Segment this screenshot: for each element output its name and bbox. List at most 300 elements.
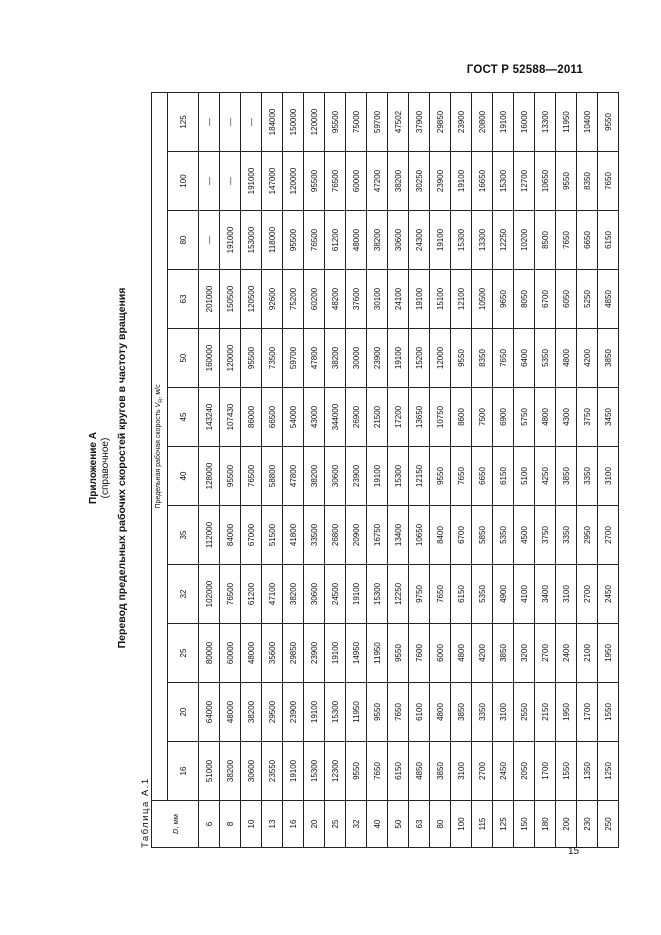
rpm-cell: —	[220, 92, 241, 151]
rpm-cell: 5100	[514, 447, 535, 506]
diameter-unit: , мм	[170, 814, 180, 829]
diameter-cell: 50	[388, 801, 409, 848]
table-row	[367, 92, 388, 847]
rpm-cell: 75200	[283, 270, 304, 329]
rpm-cell: 60000	[346, 152, 367, 211]
rpm-cell: 7500	[472, 388, 493, 447]
speed-column-header: 40	[168, 447, 199, 506]
rpm-cell: —	[220, 152, 241, 211]
table-row	[535, 92, 556, 847]
table-row	[577, 92, 598, 847]
rpm-cell: 1700	[535, 742, 556, 801]
diameter-cell: 6	[199, 801, 220, 848]
table-row	[451, 92, 472, 847]
rpm-cell: 3100	[556, 565, 577, 624]
rpm-cell: 73500	[262, 329, 283, 388]
rpm-cell: 37600	[346, 270, 367, 329]
rpm-cell: —	[199, 92, 220, 151]
rpm-cell: 10200	[514, 211, 535, 270]
diameter-cell: 125	[493, 801, 514, 848]
appendix-subtitle: (справочное)	[100, 437, 111, 499]
rpm-cell: 61200	[241, 565, 262, 624]
rpm-cell: 2700	[577, 565, 598, 624]
rpm-cell: 4800	[430, 683, 451, 742]
rpm-cell: 344000	[325, 388, 346, 447]
rpm-cell: —	[241, 92, 262, 151]
rpm-cell: 3200	[514, 624, 535, 683]
table-row	[598, 92, 619, 847]
rpm-cell: 6000	[430, 624, 451, 683]
rpm-cell: 4800	[556, 329, 577, 388]
diameter-cell: 32	[346, 801, 367, 848]
rpm-cell: 24500	[325, 565, 346, 624]
rpm-cell: 184000	[262, 92, 283, 151]
rpm-cell: 59700	[283, 329, 304, 388]
speed-column-header: 125	[168, 92, 199, 151]
page-number: 15	[568, 846, 580, 857]
appendix-heading	[88, 88, 112, 848]
speed-column-header: 16	[168, 742, 199, 801]
diameter-var: D	[170, 828, 180, 834]
rpm-cell: 8500	[535, 211, 556, 270]
rpm-cell: 95500	[220, 447, 241, 506]
rpm-cell: 29500	[262, 683, 283, 742]
rpm-cell: 15100	[430, 270, 451, 329]
rpm-cell: 2950	[577, 506, 598, 565]
rpm-cell: 3350	[577, 447, 598, 506]
rpm-cell: 95500	[304, 152, 325, 211]
rpm-cell: —	[199, 211, 220, 270]
rpm-cell: 2700	[472, 742, 493, 801]
rpm-cell: 54000	[283, 388, 304, 447]
rpm-cell: 8050	[514, 270, 535, 329]
rpm-cell: 2400	[556, 624, 577, 683]
rpm-cell: 6700	[535, 270, 556, 329]
rpm-cell: 120000	[304, 92, 325, 151]
rpm-cell: 13400	[388, 506, 409, 565]
rpm-cell: 30600	[325, 447, 346, 506]
rpm-cell: 10650	[409, 506, 430, 565]
table-header-row-2	[168, 92, 199, 847]
rpm-cell: 3400	[535, 565, 556, 624]
table-row	[304, 92, 325, 847]
rpm-cell: 41800	[283, 506, 304, 565]
speed-column-header: 35	[168, 506, 199, 565]
rpm-cell: 66500	[262, 388, 283, 447]
rpm-cell: 17200	[388, 388, 409, 447]
rpm-cell: 6900	[493, 388, 514, 447]
table-row	[556, 92, 577, 847]
rpm-cell: 6700	[451, 506, 472, 565]
rpm-cell: 4300	[556, 388, 577, 447]
rpm-cell: 3750	[577, 388, 598, 447]
speed-column-header: 80	[168, 211, 199, 270]
rpm-cell: 5250	[577, 270, 598, 329]
rpm-cell: 67000	[241, 506, 262, 565]
rpm-cell: 15300	[325, 683, 346, 742]
speed-column-header: 32	[168, 565, 199, 624]
rpm-cell: 7650	[493, 329, 514, 388]
standard-number: ГОСТ Р 52588—2011	[466, 64, 583, 76]
rpm-cell: 4850	[598, 270, 619, 329]
rpm-cell: 95500	[241, 329, 262, 388]
rpm-cell: 19100	[430, 211, 451, 270]
rpm-cell: 15300	[367, 565, 388, 624]
rpm-cell: 9550	[598, 92, 619, 151]
rpm-cell: 9550	[451, 329, 472, 388]
rpm-cell: 23900	[430, 152, 451, 211]
rpm-cell: 24300	[409, 211, 430, 270]
rpm-cell: 10400	[577, 92, 598, 151]
rpm-cell: 3450	[598, 388, 619, 447]
table-row	[325, 92, 346, 847]
rpm-cell: 2100	[577, 624, 598, 683]
rpm-cell: 2700	[598, 506, 619, 565]
rpm-cell: 76500	[325, 152, 346, 211]
rpm-cell: 48200	[325, 270, 346, 329]
diameter-cell: 13	[262, 801, 283, 848]
rpm-cell: 38200	[241, 683, 262, 742]
rpm-cell: 3850	[556, 447, 577, 506]
table-row	[514, 92, 535, 847]
rpm-cell: 3350	[472, 683, 493, 742]
rpm-cell: 15200	[409, 329, 430, 388]
table-row	[409, 92, 430, 847]
table-row	[493, 92, 514, 847]
rpm-cell: 9550	[388, 624, 409, 683]
rpm-cell: 4900	[493, 565, 514, 624]
rpm-cell: 19100	[409, 270, 430, 329]
rpm-cell: 84000	[220, 506, 241, 565]
rpm-cell: 1950	[556, 683, 577, 742]
rpm-cell: 92600	[262, 270, 283, 329]
rpm-cell: 5350	[493, 506, 514, 565]
rpm-cell: 7650	[430, 565, 451, 624]
rpm-cell: 5350	[472, 565, 493, 624]
rpm-cell: 19100	[367, 447, 388, 506]
table-row	[283, 92, 304, 847]
rpm-cell: 15300	[493, 152, 514, 211]
rpm-cell: 11950	[346, 683, 367, 742]
rpm-cell: 107430	[220, 388, 241, 447]
rpm-cell: 5750	[514, 388, 535, 447]
speed-column-header: 100	[168, 152, 199, 211]
rpm-cell: 14950	[346, 624, 367, 683]
rpm-cell: 102000	[199, 565, 220, 624]
rpm-cell: 61200	[325, 211, 346, 270]
rpm-cell: 6100	[409, 683, 430, 742]
rpm-cell: 147000	[262, 152, 283, 211]
diameter-cell: 180	[535, 801, 556, 848]
rpm-cell: 2450	[598, 565, 619, 624]
rpm-cell: 12000	[430, 329, 451, 388]
rpm-cell: 33500	[304, 506, 325, 565]
rpm-cell: 191000	[241, 152, 262, 211]
rpm-cell: 95500	[325, 92, 346, 151]
rpm-cell: 38200	[304, 447, 325, 506]
rpm-cell: 8600	[451, 388, 472, 447]
table-header-row-1	[152, 92, 168, 847]
speed-header-var: V	[154, 402, 162, 408]
rpm-cell: 12300	[325, 742, 346, 801]
diameter-cell: 250	[598, 801, 619, 848]
rpm-cell: 4800	[535, 388, 556, 447]
diameter-cell: 100	[451, 801, 472, 848]
rpm-cell: 12250	[493, 211, 514, 270]
table-row	[472, 92, 493, 847]
rpm-cell: 3850	[598, 329, 619, 388]
rpm-cell: 29850	[283, 624, 304, 683]
rpm-cell: 201000	[199, 270, 220, 329]
rpm-cell: 24100	[388, 270, 409, 329]
speed-column-header: 20	[168, 683, 199, 742]
rpm-cell: 13300	[472, 211, 493, 270]
rpm-cell: 12700	[514, 152, 535, 211]
rpm-cell: 30600	[304, 565, 325, 624]
rpm-cell: 19100	[493, 92, 514, 151]
rpm-cell: 1700	[577, 683, 598, 742]
rpm-cell: 6650	[472, 447, 493, 506]
rpm-cell: 12250	[388, 565, 409, 624]
rpm-cell: 3100	[598, 447, 619, 506]
rpm-cell: 23900	[283, 683, 304, 742]
diameter-cell: 115	[472, 801, 493, 848]
rpm-cell: 59700	[367, 92, 388, 151]
speed-column-header: 50	[168, 329, 199, 388]
rpm-cell: 7650	[451, 447, 472, 506]
rpm-cell: 150500	[220, 270, 241, 329]
rpm-cell: 6150	[388, 742, 409, 801]
rpm-cell: 1350	[577, 742, 598, 801]
rpm-cell: 23900	[346, 447, 367, 506]
rpm-cell: 38200	[283, 565, 304, 624]
rpm-cell: 112000	[199, 506, 220, 565]
rpm-cell: 4200	[577, 329, 598, 388]
rpm-cell: 76500	[241, 447, 262, 506]
rpm-cell: 120000	[283, 152, 304, 211]
rpm-cell: 23900	[451, 92, 472, 151]
rpm-cell: 4850	[409, 742, 430, 801]
rpm-cell: 5350	[535, 329, 556, 388]
rpm-cell: 3350	[556, 506, 577, 565]
rpm-cell: 6650	[577, 211, 598, 270]
rpm-cell: 30600	[241, 742, 262, 801]
rpm-cell: 128000	[199, 447, 220, 506]
rpm-cell: 10750	[430, 388, 451, 447]
rpm-cell: 11950	[367, 624, 388, 683]
rpm-cell: 15300	[304, 742, 325, 801]
rpm-cell: 16000	[514, 92, 535, 151]
rpm-cell: 75000	[346, 92, 367, 151]
rpm-cell: 1950	[598, 624, 619, 683]
appendix-title: Приложение А	[88, 432, 99, 504]
diameter-cell: 10	[241, 801, 262, 848]
rpm-cell: 12150	[409, 447, 430, 506]
rpm-cell: 4200	[472, 624, 493, 683]
rpm-cell: 16750	[367, 506, 388, 565]
rpm-cell: 7600	[409, 624, 430, 683]
speed-column-header: 45	[168, 388, 199, 447]
table-title: Перевод предельных рабочих скоростей кругов в частоту вращения	[116, 287, 128, 649]
rpm-cell: 19100	[388, 329, 409, 388]
diameter-cell: 8	[220, 801, 241, 848]
table-row	[241, 92, 262, 847]
rpm-cell: 118000	[262, 211, 283, 270]
rpm-cell: 23900	[367, 329, 388, 388]
rpm-cell: 38200	[367, 211, 388, 270]
rpm-cell: 9650	[493, 270, 514, 329]
speed-column-header: 25	[168, 624, 199, 683]
rpm-cell: 35600	[262, 624, 283, 683]
rpm-cell: 23900	[304, 624, 325, 683]
rpm-cell: 37900	[409, 92, 430, 151]
rpm-cell: 64000	[199, 683, 220, 742]
rpm-cell: 2450	[493, 742, 514, 801]
speed-header-prefix: Предельная рабочая скорость	[154, 407, 162, 509]
rpm-cell: 5850	[472, 506, 493, 565]
rpm-cell: 2150	[535, 683, 556, 742]
table-row	[346, 92, 367, 847]
rpm-cell: 19100	[283, 742, 304, 801]
rpm-cell: 9550	[430, 447, 451, 506]
rpm-cell: 60200	[304, 270, 325, 329]
rpm-cell: 30600	[388, 211, 409, 270]
rpm-cell: 48000	[346, 211, 367, 270]
rpm-cell: 38200	[388, 152, 409, 211]
rpm-cell: 48000	[241, 624, 262, 683]
rpm-cell: 47502	[388, 92, 409, 151]
rpm-cell: 19100	[346, 565, 367, 624]
rpm-cell: 6150	[493, 447, 514, 506]
rpm-cell: 4500	[514, 506, 535, 565]
rpm-cell: 4100	[514, 565, 535, 624]
speed-header-sub: R	[158, 398, 165, 403]
table-row	[388, 92, 409, 847]
rpm-cell: 10650	[535, 152, 556, 211]
rpm-cell: 19100	[451, 152, 472, 211]
rpm-cell: 3850	[451, 683, 472, 742]
rpm-cell: 15300	[388, 447, 409, 506]
rpm-cell: 30100	[367, 270, 388, 329]
rpm-cell: 1550	[556, 742, 577, 801]
rpm-cell: 43000	[304, 388, 325, 447]
rpm-cell: 9550	[367, 683, 388, 742]
diameter-cell: 200	[556, 801, 577, 848]
rpm-cell: 86000	[241, 388, 262, 447]
rpm-cell: 76500	[220, 565, 241, 624]
rpm-cell: 26800	[325, 506, 346, 565]
rpm-cell: 120000	[220, 329, 241, 388]
rpm-cell: 10500	[472, 270, 493, 329]
table-row	[220, 92, 241, 847]
diameter-cell: 230	[577, 801, 598, 848]
rpm-cell: 15300	[451, 211, 472, 270]
rpm-cell: 38200	[325, 329, 346, 388]
rpm-cell: 20900	[346, 506, 367, 565]
rpm-cell: 11950	[556, 92, 577, 151]
rpm-cell: 120500	[241, 270, 262, 329]
rpm-cell: 191000	[220, 211, 241, 270]
rpm-cell: 7650	[388, 683, 409, 742]
rpm-cell: 9750	[409, 565, 430, 624]
speed-group-header	[152, 92, 168, 800]
rpm-cell: 3850	[430, 742, 451, 801]
rpm-cell: 1550	[598, 683, 619, 742]
speed-column-header: 63	[168, 270, 199, 329]
rpm-cell: 20800	[472, 92, 493, 151]
rpm-cell: 4800	[451, 624, 472, 683]
rpm-cell: 47200	[367, 152, 388, 211]
rpm-cell: 23550	[262, 742, 283, 801]
table-row	[430, 92, 451, 847]
rpm-cell: 150000	[283, 92, 304, 151]
rpm-cell: 3100	[493, 683, 514, 742]
rpm-cell: 47800	[304, 329, 325, 388]
rpm-cell: 47100	[262, 565, 283, 624]
rpm-cell: 3100	[451, 742, 472, 801]
rpm-cell: 2700	[535, 624, 556, 683]
rpm-cell: 12100	[451, 270, 472, 329]
rpm-cell: 76500	[304, 211, 325, 270]
rpm-cell: 8350	[577, 152, 598, 211]
rpm-cell: 7650	[556, 211, 577, 270]
rpm-cell: 3750	[535, 506, 556, 565]
rpm-cell: 8350	[472, 329, 493, 388]
rpm-cell: 8400	[430, 506, 451, 565]
rpm-cell: 51000	[199, 742, 220, 801]
rpm-cell: 21500	[367, 388, 388, 447]
speed-header-unit: , м/с	[154, 384, 162, 399]
rpm-cell: 6400	[514, 329, 535, 388]
rpm-cell: 19100	[304, 683, 325, 742]
rotated-table-block	[88, 88, 613, 848]
rpm-cell: 30250	[409, 152, 430, 211]
rpm-cell: 30000	[346, 329, 367, 388]
diameter-cell: 150	[514, 801, 535, 848]
rpm-cell: 143240	[199, 388, 220, 447]
rpm-cell: 9550	[346, 742, 367, 801]
rpm-cell: 9550	[556, 152, 577, 211]
diameter-cell: 63	[409, 801, 430, 848]
rpm-cell: 6150	[451, 565, 472, 624]
rpm-cell: 58800	[262, 447, 283, 506]
rpm-cell: 19100	[325, 624, 346, 683]
diameter-cell: 40	[367, 801, 388, 848]
diameter-header	[152, 801, 199, 848]
rpm-cell: 60000	[220, 624, 241, 683]
rpm-cell: 16650	[472, 152, 493, 211]
diameter-cell: 16	[283, 801, 304, 848]
table-row	[199, 92, 220, 847]
rpm-cell: 13300	[535, 92, 556, 151]
diameter-cell: 25	[325, 801, 346, 848]
rpm-cell: 29850	[430, 92, 451, 151]
rpm-cell: 48000	[220, 683, 241, 742]
table-caption: Таблица А.1	[140, 777, 151, 848]
table-row	[262, 92, 283, 847]
rpm-cell: 26900	[346, 388, 367, 447]
rpm-cell: 153000	[241, 211, 262, 270]
rpm-cell: 2550	[514, 683, 535, 742]
rpm-cell: 51500	[262, 506, 283, 565]
diameter-cell: 20	[304, 801, 325, 848]
rpm-cell: 6150	[598, 211, 619, 270]
rpm-cell: 80000	[199, 624, 220, 683]
rpm-cell: 4250	[535, 447, 556, 506]
speed-table	[151, 92, 619, 848]
rpm-cell: 3850	[493, 624, 514, 683]
rpm-cell: 95500	[283, 211, 304, 270]
